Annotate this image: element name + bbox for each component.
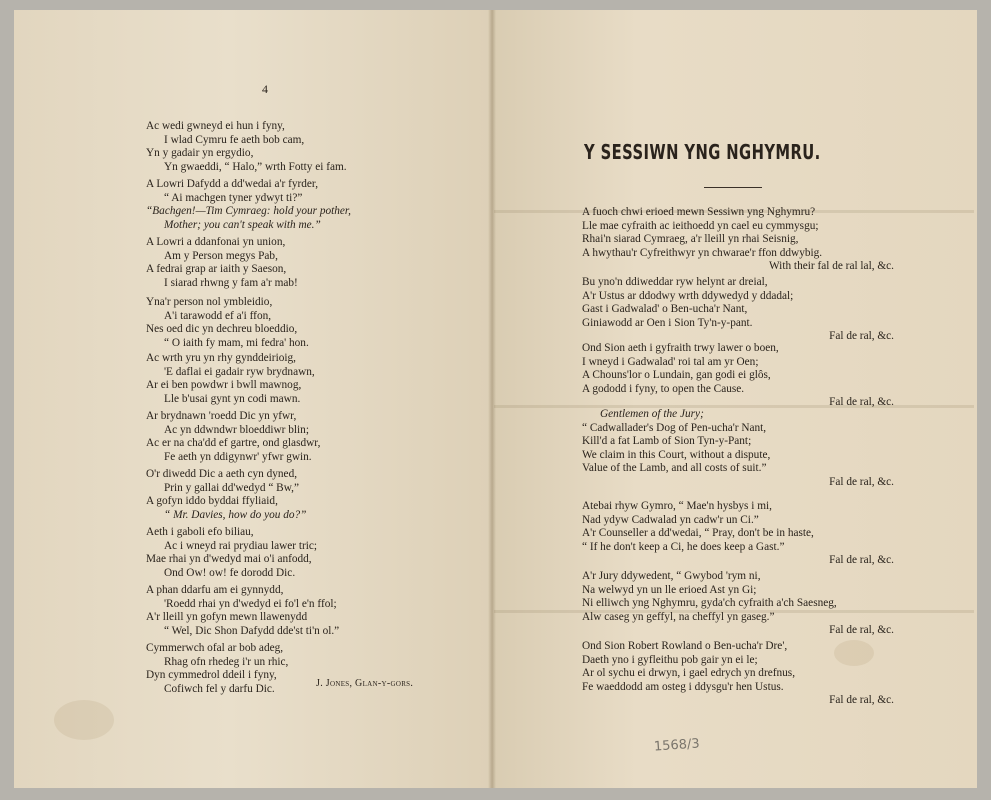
verse-line: A fedrai grap ar iaith y Saeson,: [146, 263, 287, 276]
verse-line: A gofyn iddo byddai ffyliaid,: [146, 495, 278, 508]
paper-stain: [54, 700, 114, 740]
verse-line: Yna'r person nol ymbleidio,: [146, 296, 273, 308]
verse-line: Yn gwaeddi, “ Halo,” wrth Fotty ei fam.: [164, 160, 347, 173]
verse-line: Rhai'n siarad Cymraeg, a'r lleill yn rhai Seisnig,: [582, 233, 799, 246]
verse-line: A'r Ustus ar ddodwy wrth ddywedyd y ddadal;: [582, 289, 794, 302]
verse-line: A Lowri Dafydd a dd'wedai a'r fyrder,: [146, 178, 319, 190]
verse-line: Ac er na cha'dd ef gartre, ond glasdwr,: [146, 437, 321, 450]
verse-line: Cymmerwch ofal ar bob adeg,: [146, 642, 284, 654]
stanza: [146, 352, 456, 406]
stanza: [146, 526, 456, 580]
stanza: [582, 276, 912, 344]
verse-line: Lle mae cyfraith ac ieithoedd yn cael eu cymmysgu;: [582, 219, 819, 232]
verse-line: Ac wrth yru yn rhy gynddeirioig,: [146, 352, 296, 364]
stanza: [146, 296, 456, 350]
signature-text: J. Jones, Glan-y-gors.: [316, 678, 414, 689]
verse-line: “Bachgen!—Tim Cymraeg: hold your pother,: [146, 205, 351, 218]
handwritten-mark: 1568/3: [653, 736, 701, 755]
verse-line: With their fal de ral lal, &c.: [768, 260, 894, 273]
verse-line: Fe waeddodd am osteg i ddysgu'r hen Ustus.: [582, 680, 784, 693]
verse-line: Ac wedi gwneyd ei hun i fyny,: [146, 120, 285, 132]
page-number: 4: [262, 82, 268, 96]
stanza: [582, 408, 912, 490]
verse-line: Value of the Lamb, and all costs of suit.”: [582, 462, 767, 475]
verse-line: Mother; you can't speak with me.”: [164, 218, 321, 231]
verse-line: A'r Counseller a dd'wedai, “ Pray, don't be in haste,: [582, 527, 814, 540]
refrain: Fal de ral, &c.: [829, 624, 894, 637]
refrain: Fal de ral, &c.: [829, 475, 894, 488]
verse-line: Gast i Gadwalad' o Ben-ucha'r Nant,: [582, 303, 748, 316]
verse-line: Ar ol sychu ei drwyn, i gael edrych yn drefnus,: [582, 667, 796, 680]
verse-line: Ar ei ben powdwr i bwll mawnog,: [146, 379, 302, 392]
center-fold: [488, 10, 496, 788]
stanza: [582, 342, 912, 410]
verse-line: Atebai rhyw Gymro, “ Mae'n hysbys i mi,: [582, 500, 772, 512]
refrain: Fal de ral, &c.: [829, 554, 894, 567]
refrain: Fal de ral, &c.: [829, 694, 894, 707]
verse-line: Prin y gallai dd'wedyd “ Bw,”: [164, 481, 299, 494]
verse-line: Ac yn ddwndwr bloeddiwr blin;: [164, 423, 309, 436]
verse-line: Daeth yno i gyfleithu pob gair yn ei le;: [582, 653, 758, 666]
verse-line: “ O iaith fy mam, mi fedra' hon.: [164, 336, 309, 349]
stanza: [582, 206, 912, 274]
title-rule: [704, 187, 762, 188]
verse-line: Kill'd a fat Lamb of Sion Tyn-y-Pant;: [582, 435, 752, 448]
verse-line: Ar brydnawn 'roedd Dic yn yfwr,: [146, 410, 297, 422]
verse-line: A gododd i fyny, to open the Cause.: [582, 382, 745, 395]
verse-line: “ Wel, Dic Shon Dafydd dde'st ti'n ol.”: [164, 624, 340, 637]
verse-line: Nad ydyw Cadwalad yn cadw'r un Ci.”: [582, 513, 759, 526]
verse-line: Aeth i gaboli efo biliau,: [146, 526, 254, 538]
verse-line: I wneyd i Gadwalad' roi tal am yr Oen;: [582, 355, 759, 368]
verse-line: Ni elliwch yng Nghymru, gyda'ch cyfraith a'ch Saesneg,: [582, 597, 837, 610]
verse-line: A fuoch chwi erioed mewn Sessiwn yng Nghymru?: [582, 206, 816, 218]
verse-line: “ Ai machgen tyner ydwyt ti?”: [164, 191, 303, 204]
verse-line: Am y Person megys Pab,: [164, 249, 278, 262]
poem-title: Y SESSIWN YNG NGHYMRU.: [584, 140, 821, 164]
verse-line: A Chouns'lor o Lundain, gan godi ei glôs,: [582, 369, 771, 382]
verse-line: Ac i wneyd rai prydiau lawer tric;: [164, 539, 318, 552]
stanza: [582, 570, 912, 638]
verse-line: A'i tarawodd ef a'i ffon,: [164, 309, 272, 322]
verse-line: I siarad rhwng y fam a'r mab!: [164, 276, 298, 289]
verse-line: Alw caseg yn geffyl, na cheffyl yn gaseg.”: [582, 610, 775, 623]
verse-line: Yn y gadair yn ergydio,: [146, 147, 254, 160]
verse-line: O'r diwedd Dic a aeth cyn dyned,: [146, 468, 298, 480]
verse-line: Cofiwch fel y darfu Dic.: [164, 682, 275, 695]
verse-line: Na welwyd yn un lle erioed Ast yn Gi;: [582, 583, 757, 596]
stanza: [146, 120, 456, 174]
stanza: [146, 178, 456, 232]
stanza: [582, 500, 912, 568]
verse-line: Gentlemen of the Jury;: [600, 408, 704, 420]
verse-line: Nes oed dic yn dechreu bloeddio,: [146, 323, 298, 336]
verse-line: We claim in this Court, without a dispute,: [582, 448, 771, 461]
stanza: [146, 236, 456, 290]
verse-line: Dyn cymmedrol ddeil i fyny,: [146, 669, 277, 682]
verse-line: “ Cadwallader's Dog of Pen-ucha'r Nant,: [582, 421, 767, 434]
verse-line: Mae rhai yn d'wedyd mai o'i anfodd,: [146, 553, 312, 566]
verse-line: “ Mr. Davies, how do you do?”: [164, 508, 307, 521]
stanza: [146, 468, 456, 522]
verse-line: Ond Ow! ow! fe dorodd Dic.: [164, 566, 296, 579]
verse-line: Ond Sion Robert Rowland o Ben-ucha'r Dre',: [582, 640, 788, 652]
verse-line: A hwythau'r Cyfreithwyr yn chwarae'r ffon ddwybig.: [582, 246, 823, 259]
stanza: [146, 584, 456, 638]
author-signature: [316, 678, 413, 689]
refrain: Fal de ral, &c.: [829, 396, 894, 409]
verse-line: 'E daflai ei gadair ryw brydnawn,: [164, 365, 315, 378]
verse-line: 'Roedd rhai yn d'wedyd ei fo'l e'n ffol;: [164, 597, 337, 610]
verse-line: A Lowri a ddanfonai yn union,: [146, 236, 286, 248]
stanza: [582, 640, 912, 708]
verse-line: “ If he don't keep a Ci, he does keep a Gast.”: [582, 540, 785, 553]
verse-line: Lle b'usai gynt yn codi mawn.: [164, 392, 301, 405]
refrain: Fal de ral, &c.: [829, 330, 894, 343]
verse-line: Fe aeth yn ddigynwr' yfwr gwin.: [164, 450, 312, 463]
verse-line: Ond Sion aeth i gyfraith trwy lawer o boen,: [582, 342, 779, 354]
verse-line: A'r lleill yn gofyn mewn llawenydd: [146, 611, 308, 624]
verse-line: Bu yno'n ddiweddar ryw helynt ar dreial,: [582, 276, 768, 288]
verse-line: Rhag ofn rhedeg i'r un rhic,: [164, 655, 289, 668]
verse-line: A phan ddarfu am ei gynnydd,: [146, 584, 284, 596]
verse-line: A'r Jury ddywedent, “ Gwybod 'rym ni,: [582, 570, 761, 582]
verse-line: Giniawodd ar Oen i Sion Ty'n-y-pant.: [582, 316, 753, 329]
verse-line: I wlad Cymru fe aeth bob cam,: [164, 133, 305, 146]
stanza: [146, 410, 456, 464]
